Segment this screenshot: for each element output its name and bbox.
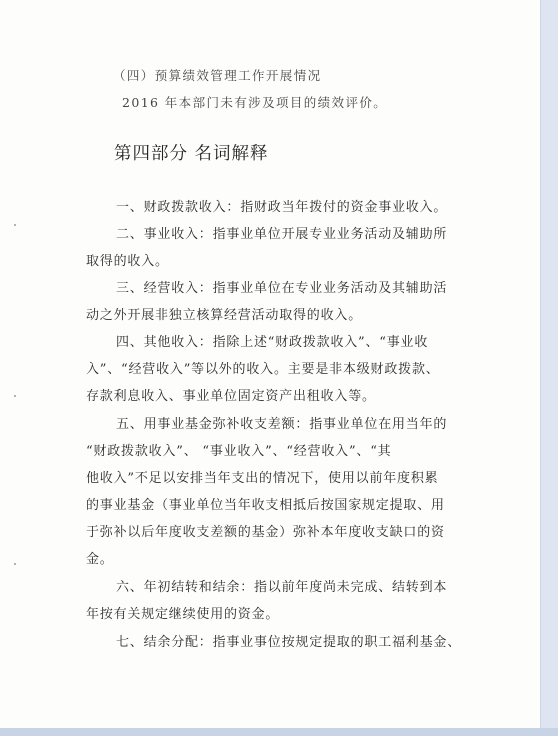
text-line: 金。	[86, 552, 114, 567]
viewer-side-strip	[540, 0, 558, 736]
text-line: 取得的收入。	[86, 254, 169, 269]
part-4-heading: 第四部分 名词解释	[114, 144, 269, 164]
section-4-title: （四）预算绩效管理工作开展情况	[113, 68, 322, 83]
text-line: 六、年初结转和结余：指以前年度尚未完成、结转到本	[116, 580, 448, 595]
scan-speck	[14, 563, 16, 565]
text-line: 于弥补以后年度收支差额的基金）弥补本年度收支缺口的资	[86, 525, 445, 540]
text-line: 年按有关规定继续使用的资金。	[86, 607, 280, 622]
text-line: 动之外开展非独立核算经营活动取得的收入。	[86, 308, 363, 323]
text-line: 入”、“经营收入”等以外的收入。主要是非本级财政拨款、	[86, 362, 440, 377]
text-line: 一、财政拨款收入：指财政当年拨付的资金事业收入。	[116, 200, 448, 215]
text-line: 他收入”不足以安排当年支出的情况下，使用以前年度积累	[86, 471, 439, 486]
text-line: 四、其他收入：指除上述“财政拨款收入”、“事业收	[116, 335, 429, 350]
text-line: 二、事业收入：指事业单位开展专业业务活动及辅助所	[116, 227, 448, 242]
text-line: 的事业基金（事业单位当年收支相抵后按国家规定提取、用	[86, 498, 445, 513]
text-line: 三、经营收入：指事业单位在专业业务活动及其辅助活	[116, 281, 448, 296]
text-line: 存款利息收入、事业单位固定资产出租收入等。	[86, 389, 376, 404]
scan-speck	[14, 224, 16, 226]
text-line: “财政拨款收入”、 “事业收入”、“经营收入”、“其	[86, 444, 392, 459]
section-4-text: 2016 年本部门未有涉及项目的绩效评价。	[122, 95, 388, 110]
viewer-bottom-strip	[0, 728, 558, 736]
text-line: 五、用事业基金弥补收支差额：指事业单位在用当年的	[116, 417, 448, 432]
text-line: 七、结余分配：指事业事位按规定提取的职工福利基金、	[116, 635, 462, 650]
scan-speck	[14, 395, 16, 397]
